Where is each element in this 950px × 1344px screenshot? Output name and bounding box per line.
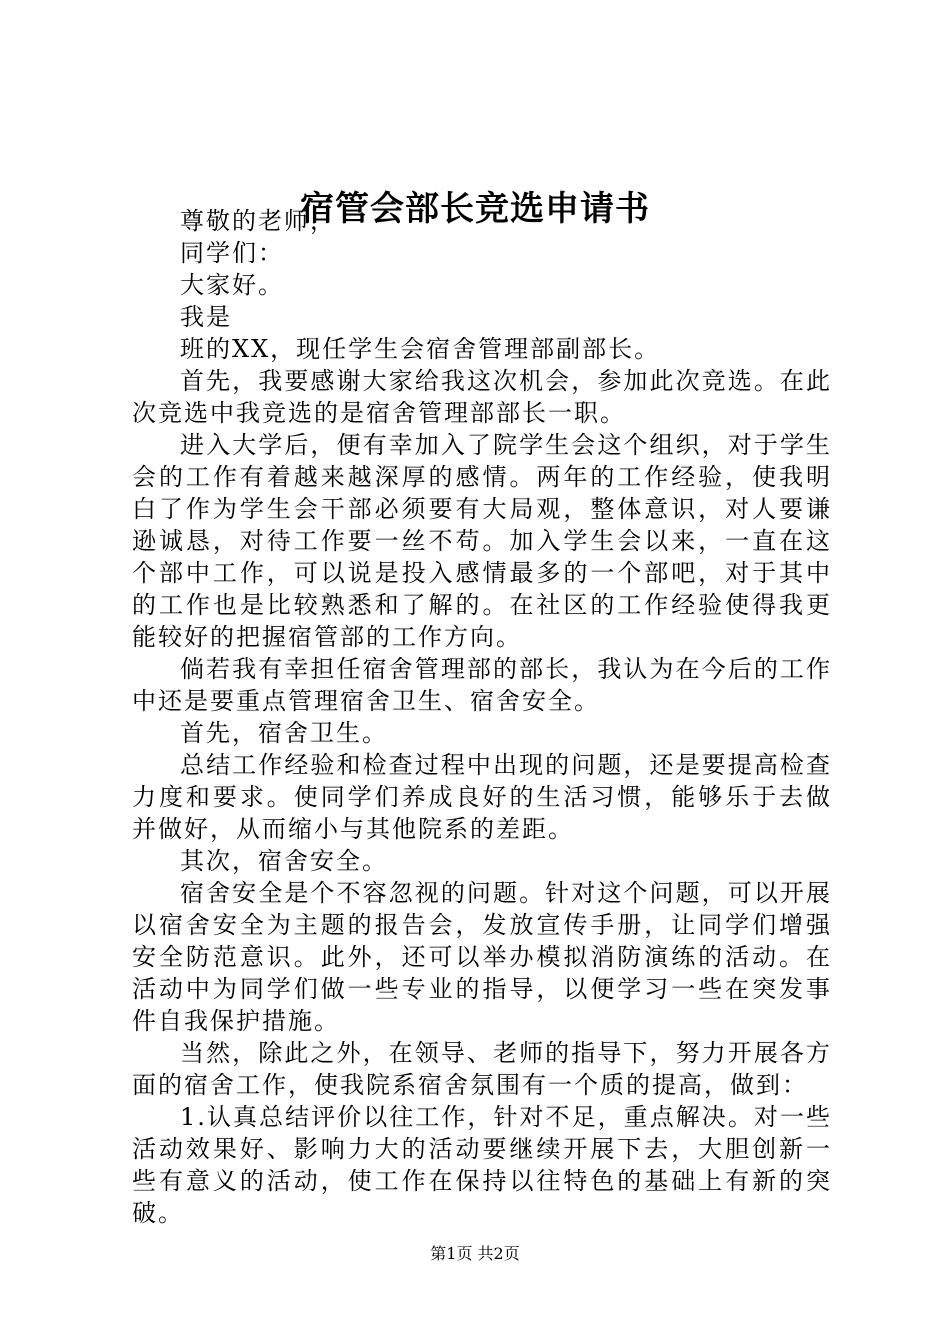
paragraph-class-intro: 班的XX，现任学生会宿舍管理部副部长。 (180, 335, 661, 363)
page-footer: 第1页 共2页 (430, 1244, 520, 1263)
paragraph-plan: 倘若我有幸担任宿舍管理部的部长，我认为在今后的工作中还是要重点管理宿舍卫生、宿舍安全。 (132, 655, 832, 715)
paragraph-hygiene: 总结工作经验和检查过程中出现的问题，还是要提高检查力度和要求。使同学们养成良好的生活习惯，能够乐于去做并做好，从而缩小与其他院系的差距。 (132, 751, 832, 843)
paragraph-item-1: 1.认真总结评价以往工作，针对不足，重点解决。对一些活动效果好、影响力大的活动要继续开展下去，大胆创新一些有意义的活动，使工作在保持以往特色的基础上有新的突破。 (132, 1103, 832, 1227)
paragraph-salutation-students: 同学们： (180, 239, 284, 267)
paragraph-i-am: 我是 (180, 303, 232, 331)
document-title: 宿管会部长竞选申请书 (300, 189, 650, 229)
paragraph-salutation-teacher: 尊敬的老师， (180, 207, 336, 235)
paragraph-thanks: 首先，我要感谢大家给我这次机会，参加此次竞选。在此次竞选中我竞选的是宿舍管理部部长一职。 (132, 367, 832, 427)
paragraph-greeting: 大家好。 (180, 271, 284, 299)
paragraph-experience: 进入大学后，便有幸加入了院学生会这个组织，对于学生会的工作有着越来越深厚的感情。两年的工作经验，使我明白了作为学生会干部必须要有大局观，整体意识，对人要谦逊诚恳，对待工作要一丝不苟。加入学生会以来，一直在这个部中工作，可以说是投入感情最多的一个部吧，对于其中的工作也是比较熟悉和了解的。在社区的工作经验使得我更能较好的把握宿管部的工作方向。 (132, 431, 832, 651)
paragraph-safety-heading: 其次，宿舍安全。 (180, 847, 388, 875)
paragraph-other-work: 当然，除此之外，在领导、老师的指导下，努力开展各方面的宿舍工作，使我院系宿舍氛围有一个质的提高，做到： (132, 1039, 832, 1099)
document-body (132, 205, 832, 1229)
paragraph-safety: 宿舍安全是个不容忽视的问题。针对这个问题，可以开展以宿舍安全为主题的报告会，发放宣传手册，让同学们增强安全防范意识。此外，还可以举办模拟消防演练的活动。在活动中为同学们做一些专业的指导，以便学习一些在突发事件自我保护措施。 (132, 879, 832, 1035)
paragraph-hygiene-heading: 首先，宿舍卫生。 (180, 719, 388, 747)
